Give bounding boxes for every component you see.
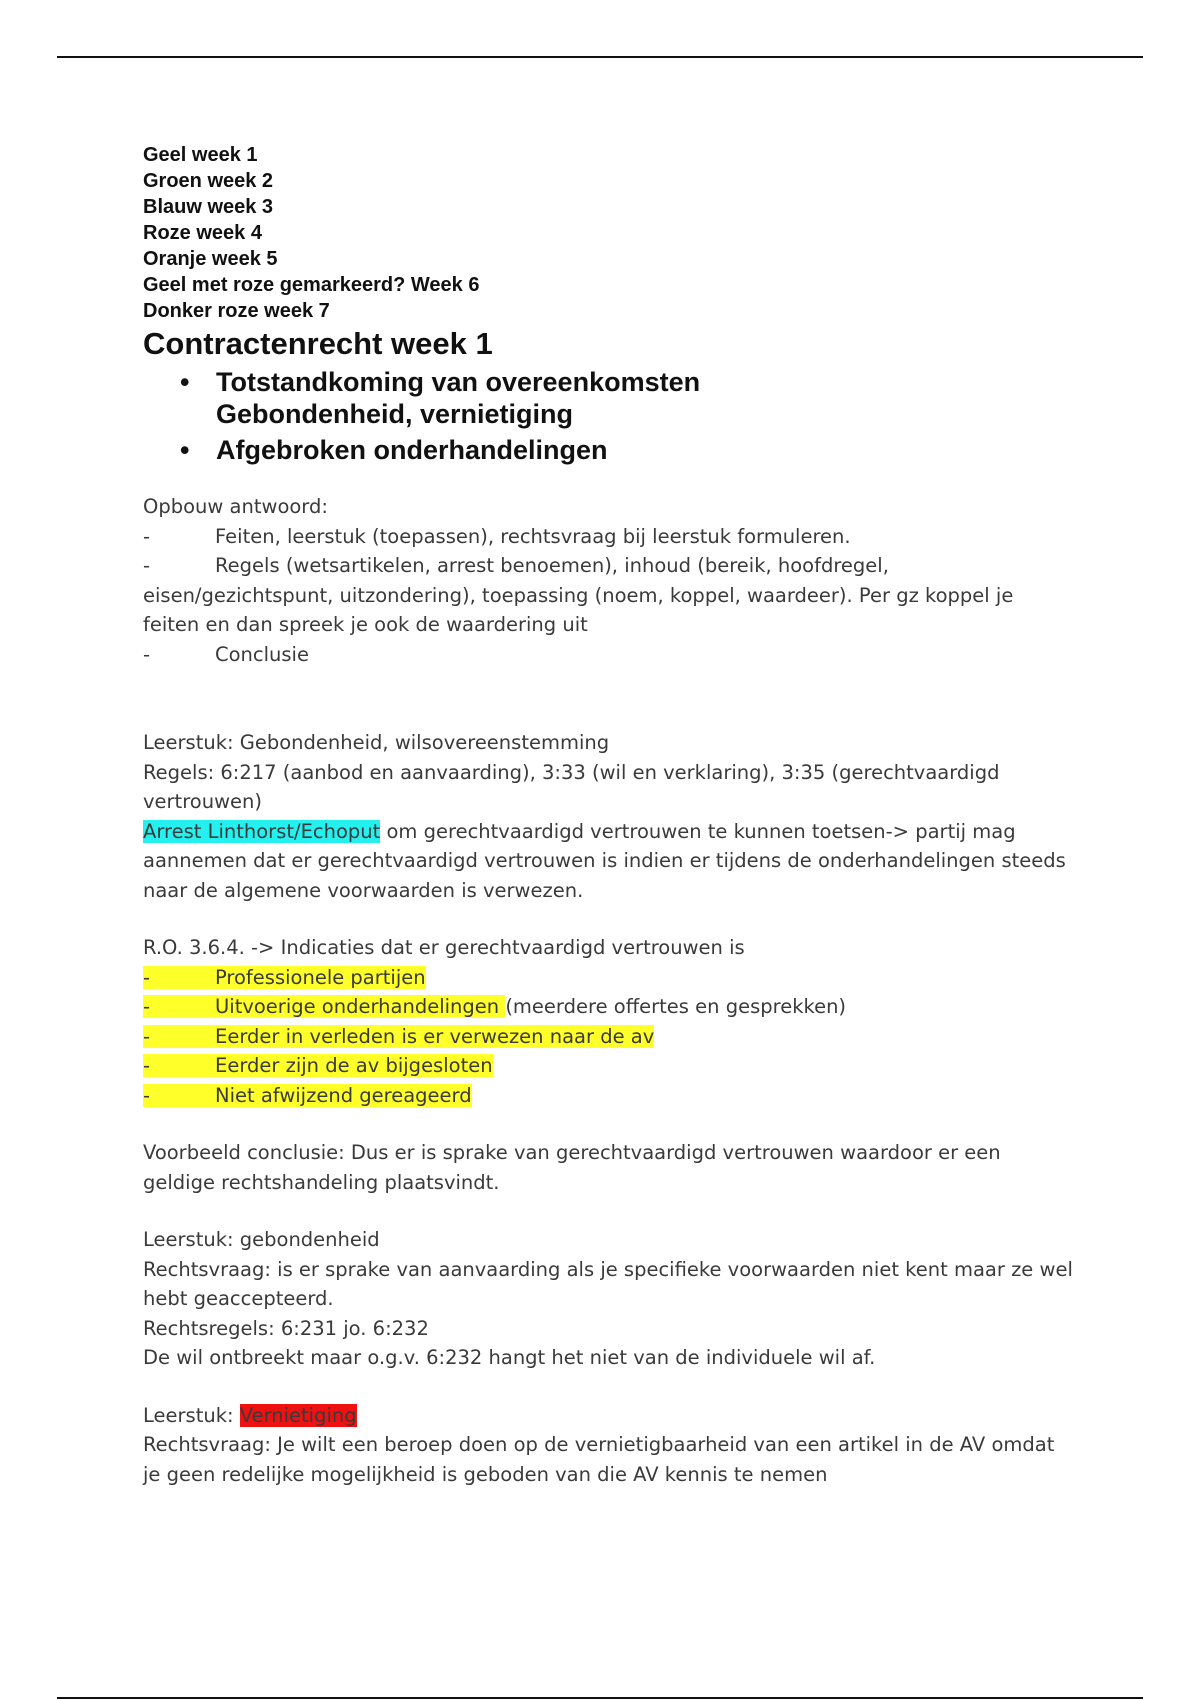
topic-list <box>143 366 1073 466</box>
opbouw-item-continuation: eisen/gezichtspunt, uitzondering), toepassing (noem, koppel, waardeer). Per gz koppel je feiten en dan spreek je ook de waardering uit <box>143 583 1014 636</box>
arrest-paragraph <box>143 817 1073 906</box>
dash-marker: - <box>143 995 151 1018</box>
topic-line: Afgebroken onderhandelingen <box>216 435 608 465</box>
leerstuk-vernietiging <box>143 1401 1073 1490</box>
indicatie-item <box>143 963 1073 993</box>
footer-rule <box>57 1697 1143 1699</box>
indicatie-text: Uitvoerige onderhandelingen <box>215 995 506 1018</box>
bullet-marker: • <box>180 435 190 465</box>
opbouw-heading: Opbouw antwoord: <box>143 495 328 518</box>
legend-line: Groen week 2 <box>143 170 274 192</box>
legend-line: Donker roze week 7 <box>143 300 330 322</box>
indicaties-heading: R.O. 3.6.4. -> Indicaties dat er gerechtvaardigd vertrouwen is <box>143 936 745 959</box>
legend-line: Geel week 1 <box>143 144 258 166</box>
opbouw-section <box>143 492 1073 669</box>
opbouw-item-text: Regels (wetsartikelen, arrest benoemen), inhoud (bereik, hoofdregel, <box>215 554 889 577</box>
dash-marker: - <box>143 965 151 989</box>
document-page <box>143 142 1073 1489</box>
dash-marker: - <box>143 524 151 548</box>
indicatie-text: Eerder in verleden is er verwezen naar de av <box>215 1024 655 1048</box>
opbouw-item-text: Feiten, leerstuk (toepassen), rechtsvraag bij leerstuk formuleren. <box>215 524 851 548</box>
leerstuk-heading: Leerstuk: Gebondenheid, wilsovereenstemming <box>143 731 610 754</box>
indicatie-highlight <box>143 1025 654 1048</box>
topic-item <box>143 366 1073 430</box>
leerstuk-gebondenheid-wils <box>143 728 1073 905</box>
rechtsvraag-text: Rechtsvraag: is er sprake van aanvaarding als je specifieke voorwaarden niet kent maar ze wel hebt geaccepteerd. <box>143 1257 1073 1310</box>
indicatie-text: Professionele partijen <box>215 965 426 989</box>
indicatie-highlight <box>143 966 426 989</box>
dash-marker: - <box>143 642 151 666</box>
regels-text: Regels: 6:217 (aanbod en aanvaarding), 3:33 (wil en verklaring), 3:35 (gerechtvaardigd vertrouwen) <box>143 760 1000 813</box>
opbouw-item <box>143 640 1073 670</box>
topic-line: Totstandkoming van overeenkomsten <box>216 367 701 397</box>
dash-marker: - <box>143 1024 151 1048</box>
arrest-highlight: Arrest Linthorst/Echoput <box>143 819 381 843</box>
voorbeeld-conclusie: Voorbeeld conclusie: Dus er is sprake van gerechtvaardigd vertrouwen waardoor er een geldige rechtshandeling plaatsvindt. <box>143 1141 1001 1194</box>
opbouw-item-text: Conclusie <box>215 642 309 666</box>
indicatie-text: Eerder zijn de av bijgesloten <box>215 1054 493 1077</box>
vernietiging-highlight: Vernietiging <box>239 1403 357 1427</box>
leerstuk-gebondenheid <box>143 1225 1073 1373</box>
indicatie-item <box>143 1022 1073 1052</box>
dash-marker: - <box>143 1054 151 1077</box>
indicatie-highlight <box>143 1084 472 1107</box>
legend-line: Roze week 4 <box>143 222 262 244</box>
document-title: Contractenrecht week 1 <box>143 326 493 361</box>
legend-line: Blauw week 3 <box>143 196 274 218</box>
bullet-marker: • <box>180 367 190 397</box>
indicatie-highlight <box>143 995 505 1018</box>
topic-item <box>143 434 1073 466</box>
header-rule <box>57 56 1143 58</box>
indicatie-item <box>143 1081 1073 1111</box>
leerstuk-label: Leerstuk: <box>143 1403 240 1427</box>
indicatie-rest: (meerdere offertes en gesprekken) <box>505 995 847 1018</box>
rechtsregels-text: Rechtsregels: 6:231 jo. 6:232 <box>143 1316 429 1340</box>
rechtsvraag-text: Rechtsvraag: Je wilt een beroep doen op de vernietigbaarheid van een artikel in de AV omdat je geen redelijke mogelijkheid is geboden van die AV kennis te nemen <box>143 1433 1055 1486</box>
arrest-text: om gerechtvaardigd vertrouwen te kunnen toetsen-> partij mag aannemen dat er gerechtvaardigd vertrouwen is indien er tijdens de onderhandelingen steeds naar de algemene voorwaarden is verwezen. <box>143 819 1066 902</box>
opbouw-item <box>143 522 1073 552</box>
wil-text: De wil ontbreekt maar o.g.v. 6:232 hangt het niet van de individuele wil af. <box>143 1346 876 1369</box>
legend-line: Oranje week 5 <box>143 248 278 270</box>
dash-marker: - <box>143 1083 151 1107</box>
indicaties-section <box>143 933 1073 1110</box>
leerstuk-heading: Leerstuk: gebondenheid <box>143 1228 380 1251</box>
indicatie-highlight <box>143 1054 493 1077</box>
dash-marker: - <box>143 554 151 577</box>
indicatie-item <box>143 1051 1073 1081</box>
topic-line: Gebondenheid, vernietiging <box>216 399 574 429</box>
color-legend <box>143 142 1073 324</box>
legend-line: Geel met roze gemarkeerd? Week 6 <box>143 274 480 296</box>
indicatie-text: Niet afwijzend gereageerd <box>215 1083 472 1107</box>
leerstuk-heading <box>143 1401 1073 1431</box>
indicatie-item <box>143 992 1073 1022</box>
opbouw-item <box>143 551 1073 581</box>
